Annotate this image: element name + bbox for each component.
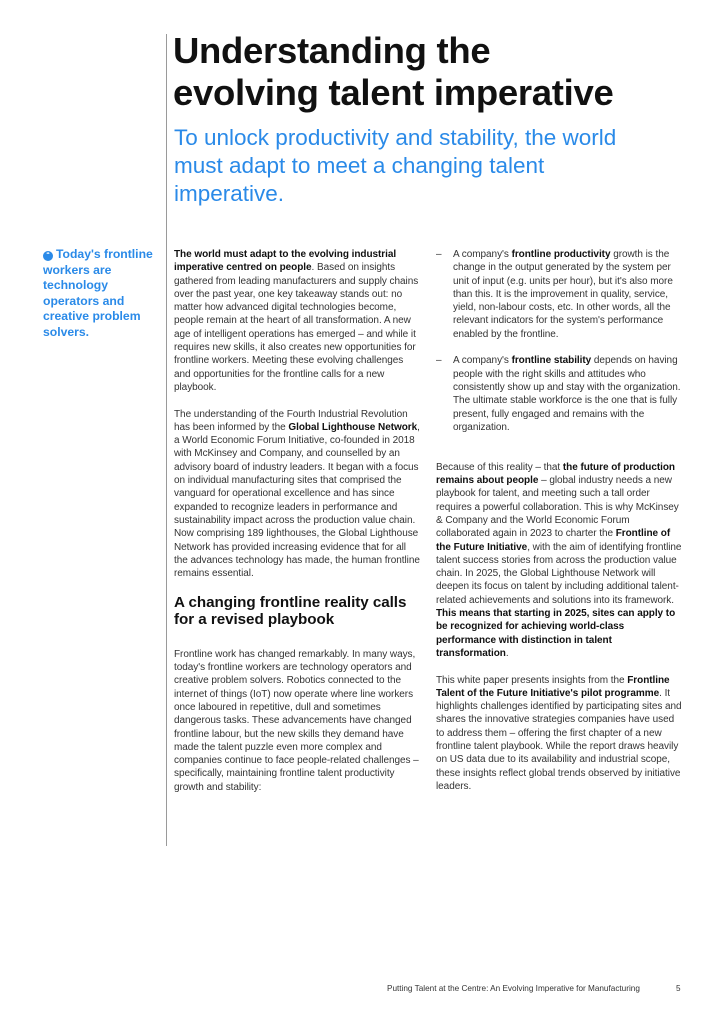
pull-quote	[43, 247, 155, 340]
paragraph: This white paper presents insights from the Frontline Talent of the Future Initiative's pilot programme. It highlights challenges identified by participating sites and shares the innovative strategies companies have used to address them – offering the first chapter of a new frontline talent playbook. While the report draws heavily on US data due to its availability and industrial scope, these insights reflect global trends observed by initiative leaders.	[436, 674, 682, 792]
paragraph: Frontline work has changed remarkably. In many ways, today's frontline workers are technology operators and creative problem solvers. Robotics connected to the internet of things (IoT) now operate where line workers once laboured in repetitive, dull and sometimes dangerous tasks. These advancements have changed frontline labour, but the new skills they demand have made the talent puzzle even more complex and companies continue to face people-related challenges – specifically, maintaining frontline talent productivity growth and stability:	[174, 648, 419, 793]
pull-quote-text: Today's frontline workers are technology operators and creative problem solvers.	[43, 247, 153, 339]
list-item: – A company's frontline stability depends on having people with the right skills and attitudes who consistently show up and stay with the organization. The ultimate stable workforce is the one that is fully present, fully engaged and remains with the organization.	[436, 355, 681, 433]
body-column-right	[436, 248, 684, 793]
page-title: Understanding the evolving talent imperative	[173, 30, 614, 113]
paragraph: The understanding of the Fourth Industrial Revolution has been informed by the Global Lighthouse Network, a World Economic Forum Initiative, co-founded in 2018 with McKinsey and Company, and counselled by an advisory board of industry leaders. It began with a focus on individual manufacturing sites that comprised the vanguard for operational excellence and has since expanded to recognize leaders in performance and sustainability impact across the production value chain. Now comprising 189 lighthouses, the Global Lighthouse Network has provided increasing evidence that for all the advances technology has made, the human frontline remains essential.	[174, 408, 420, 580]
vertical-rule	[166, 34, 167, 846]
footer-title: Putting Talent at the Centre: An Evolving Imperative for Manufacturing	[387, 984, 640, 993]
list-item: – A company's frontline productivity growth is the change in the output generated by the system per unit of input (e.g. units per hour), but it's also more than this. It is the improvement in quality, service, yield, non-labour costs, etc. In other words, all the relevant indicators for the system's performance enabled by the frontline.	[436, 249, 673, 340]
page-subtitle: To unlock productivity and stability, the world must adapt to meet a changing talent imperative.	[174, 125, 617, 206]
dash-bullet: –	[436, 249, 442, 260]
paragraph: The world must adapt to the evolving industrial imperative centred on people. Based on insights gathered from leading manufacturers and supply chains over the past year, one key takeaway stands out: no matter how advanced digital technologies become, people remain at the heart of all transformation. A new age of intelligent operations has emerged – and while it requires new skills, it also creates new opportunities for frontline workers. Meeting these evolving challenges and opportunities for the frontline calls for a new playbook.	[174, 249, 419, 393]
section-heading: A changing frontline reality calls for a revised playbook	[174, 593, 407, 628]
paragraph: Because of this reality – that the future of production remains about people – global industry needs a new playbook for talent, and meeting such a tall order requires a powerful collaboration. This is why McKinsey & Company and the World Economic Forum collaborated again in 2023 to charter the Frontline of the Future Initiative, with the aim of identifying frontline talent success stories from across the production value chain. In 2025, the Global Lighthouse Network will deepen its focus on talent by including additional talent-related achievements and solutions into its framework. This means that starting in 2025, sites can apply to be recognized for achieving world-class performance with distinction in talent transformation.	[436, 461, 682, 659]
body-column-left	[174, 248, 420, 794]
quote-icon: “	[43, 251, 53, 261]
dash-bullet: –	[436, 355, 442, 367]
page-number: 5	[676, 984, 681, 993]
